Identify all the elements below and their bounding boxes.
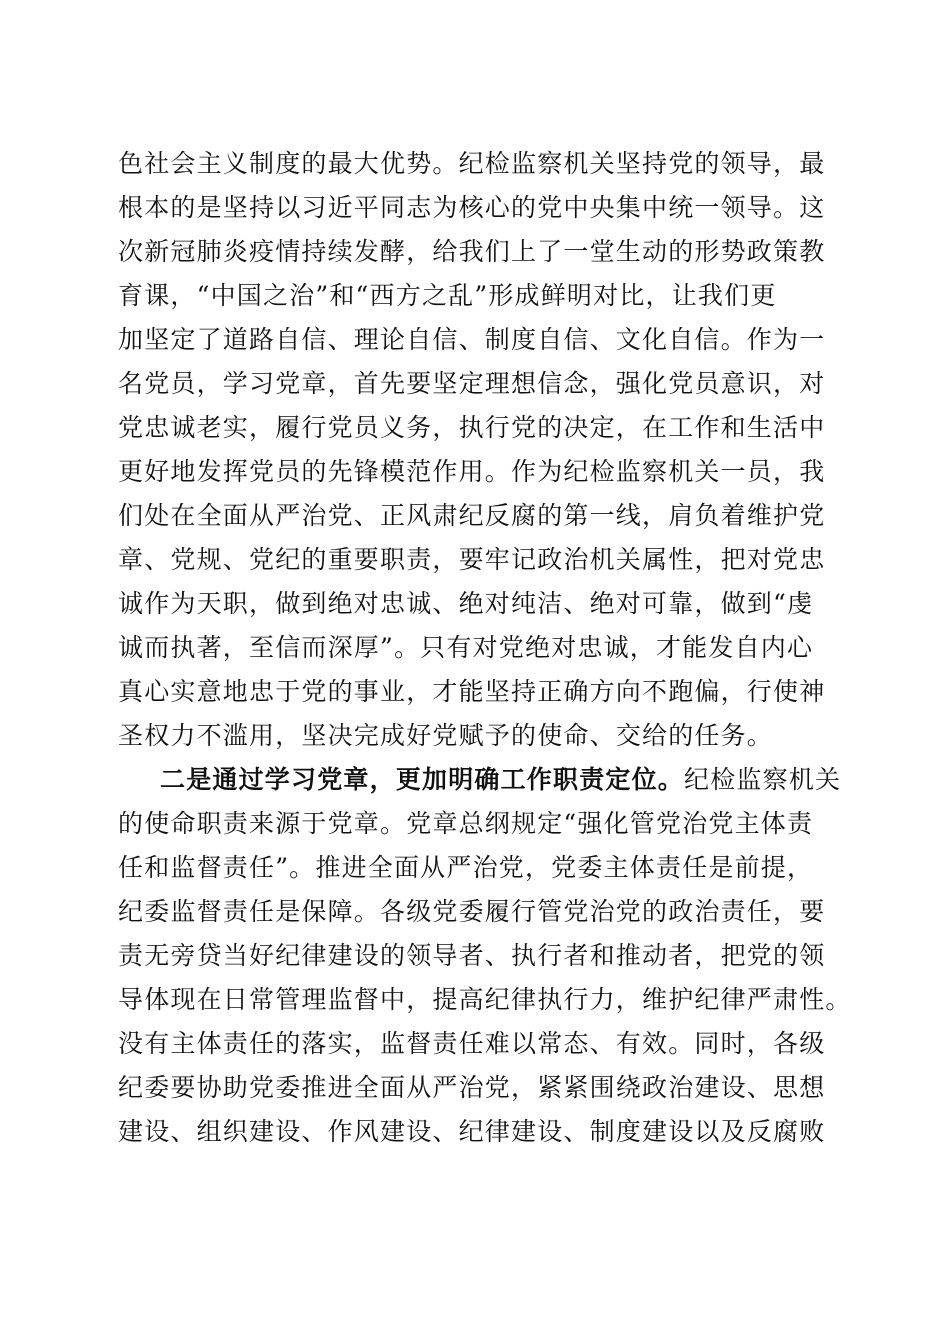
text-line: 章、党规、党纪的重要职责，要牢记政治机关属性，把对党忠 [118, 545, 826, 574]
text-line: 更好地发挥党员的先锋模范作用。作为纪检监察机关一员，我 [118, 457, 826, 486]
text-line: 们处在全面从严治党、正风肃纪反腐的第一线，肩负着维护党 [118, 501, 826, 530]
text-line: 没有主体责任的落实，监督责任难以常态、有效。同时，各级 [118, 1029, 826, 1058]
paragraph-first-line [118, 758, 853, 802]
text-line: 圣权力不滥用，坚决完成好党赋予的使命、交给的任务。 [118, 721, 774, 750]
text-line: 真心实意地忠于党的事业，才能坚持正确方向不跑偏，行使神 [118, 677, 826, 706]
text-line: 导体现在日常管理监督中，提高纪律执行力，维护纪律严肃性。 [118, 985, 852, 1014]
text-line: 的使命职责来源于党章。党章总纲规定“强化管党治党主体责 [118, 809, 814, 838]
text-line: 纪委要协助党委推进全面从严治党，紧紧围绕政治建设、思想 [118, 1073, 826, 1102]
text-line: 名党员，学习党章，首先要坚定理想信念，强化党员意识，对 [118, 369, 826, 398]
text-line: 建设、组织建设、作风建设、纪律建设、制度建设以及反腐败 [118, 1117, 826, 1146]
text-line: 次新冠肺炎疫情持续发酵，给我们上了一堂生动的形势政策教 [118, 237, 826, 266]
paragraph-1 [118, 142, 853, 758]
text-line: 根本的是坚持以习近平同志为核心的党中央集中统一领导。这 [118, 193, 826, 222]
text-line: 任和监督责任”。推进全面从严治党，党委主体责任是前提， [118, 853, 814, 882]
text-line: 诚作为天职，做到绝对忠诚、绝对纯洁、绝对可靠，做到“虔 [118, 589, 814, 618]
text-line: 色社会主义制度的最大优势。纪检监察机关坚持党的领导，最 [118, 149, 826, 178]
text-line: 育课，“中国之治”和“西方之乱”形成鲜明对比，让我们更 [118, 281, 777, 310]
text-line: 责无旁贷当好纪律建设的领导者、执行者和推动者，把党的领 [118, 941, 826, 970]
text-line: 纪委监督责任是保障。各级党委履行管党治党的政治责任，要 [118, 897, 826, 926]
body-text [118, 142, 853, 1154]
paragraph-lead-sentence: 二是通过学习党章，更加明确工作职责定位。 [160, 765, 685, 794]
paragraph-2 [118, 758, 853, 1154]
paragraph-first-line-rest: 纪检监察机关 [684, 765, 842, 794]
text-line: 党忠诚老实，履行党员义务，执行党的决定，在工作和生活中 [118, 413, 826, 442]
text-line: 加坚定了道路自信、理论自信、制度自信、文化自信。作为一 [118, 325, 826, 354]
text-line: 诚而执著，至信而深厚”。只有对党绝对忠诚，才能发自内心 [118, 633, 814, 662]
